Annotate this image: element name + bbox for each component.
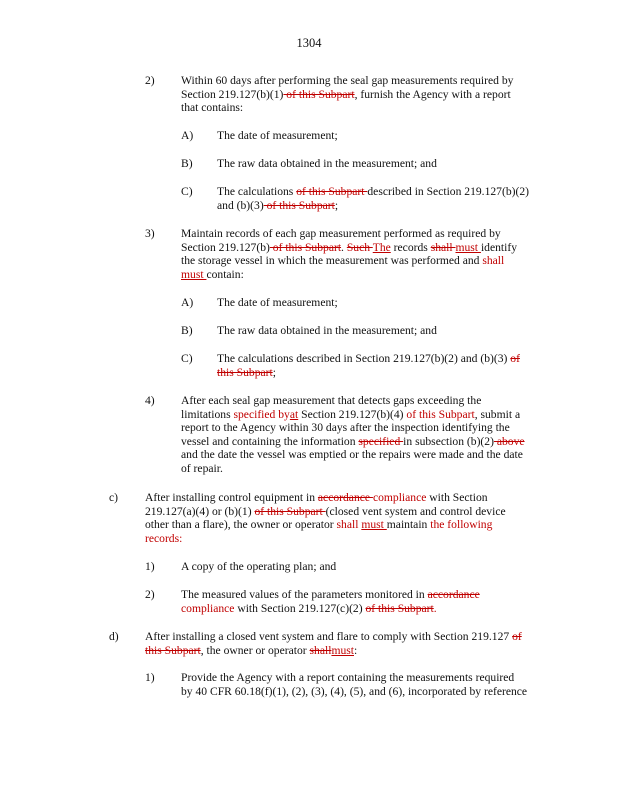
item-c-label: c)	[109, 491, 119, 504]
item-4-text: After each seal gap measurement that detects gaps exceeding the limitations specified byat Section 219.127(b)(4) of this Subpart, submit a report to the Agency within 30 days after the inspection identifying the vessel and containing the information specified in subsection (b)(2) above and the date the vessel was emptied or the repairs were made and the date of repair.	[181, 394, 525, 475]
item-3-label: 3)	[145, 227, 155, 240]
item-3b-label: B)	[181, 324, 193, 337]
item-c2-label: 2)	[145, 588, 155, 601]
item-2c-label: C)	[181, 185, 193, 198]
item-2a-label: A)	[181, 129, 194, 142]
item-3c-label: C)	[181, 352, 193, 365]
item-2b-label: B)	[181, 157, 193, 170]
item-c-text: After installing control equipment in accordance compliance with Section 219.127(a)(4) or (b)(1) of this Subpart (closed vent system and control device other than a flare), the owner or operator shall must maintain the following records:	[145, 491, 506, 545]
item-d-text: After installing a closed vent system and flare to comply with Section 219.127 of this Subpart, the owner or operator shallmust:	[145, 630, 522, 657]
item-c1-label: 1)	[145, 560, 155, 573]
item-2c-text: The calculations of this Subpart described in Section 219.127(b)(2) and (b)(3) of this Subpart;	[217, 185, 530, 212]
item-2-text: Within 60 days after performing the seal gap measurements required by Section 219.127(b)(1) of this Subpart, furnish the Agency with a report that contains:	[181, 74, 514, 115]
item-c1-text: A copy of the operating plan; and	[181, 560, 337, 573]
item-3c-text: The calculations described in Section 219.127(b)(2) and (b)(3) of this Subpart;	[217, 352, 520, 379]
item-3-text: Maintain records of each gap measurement performed as required by Section 219.127(b) of this Subpart. Such The records shall must identify the storage vessel in which the measurement was performed and shall must contain:	[181, 227, 517, 281]
item-3b-text: The raw data obtained in the measurement; and	[217, 324, 437, 337]
item-3a-label: A)	[181, 296, 194, 309]
item-d-label: d)	[109, 630, 119, 643]
item-2-label: 2)	[145, 74, 155, 87]
page-number: 1304	[296, 36, 322, 50]
item-d1-label: 1)	[145, 671, 155, 684]
item-c2-text: The measured values of the parameters monitored in accordance compliance with Section 219.127(c)(2) of this Subpart.	[181, 588, 480, 615]
item-2b-text: The raw data obtained in the measurement; and	[217, 157, 437, 170]
item-2a-text: The date of measurement;	[217, 129, 338, 142]
item-d1-text: Provide the Agency with a report containing the measurements required by 40 CFR 60.18(f)(1), (2), (3), (4), (5), and (6), incorporated by reference	[181, 671, 528, 698]
item-3a-text: The date of measurement;	[217, 296, 338, 309]
item-4-label: 4)	[145, 394, 155, 407]
